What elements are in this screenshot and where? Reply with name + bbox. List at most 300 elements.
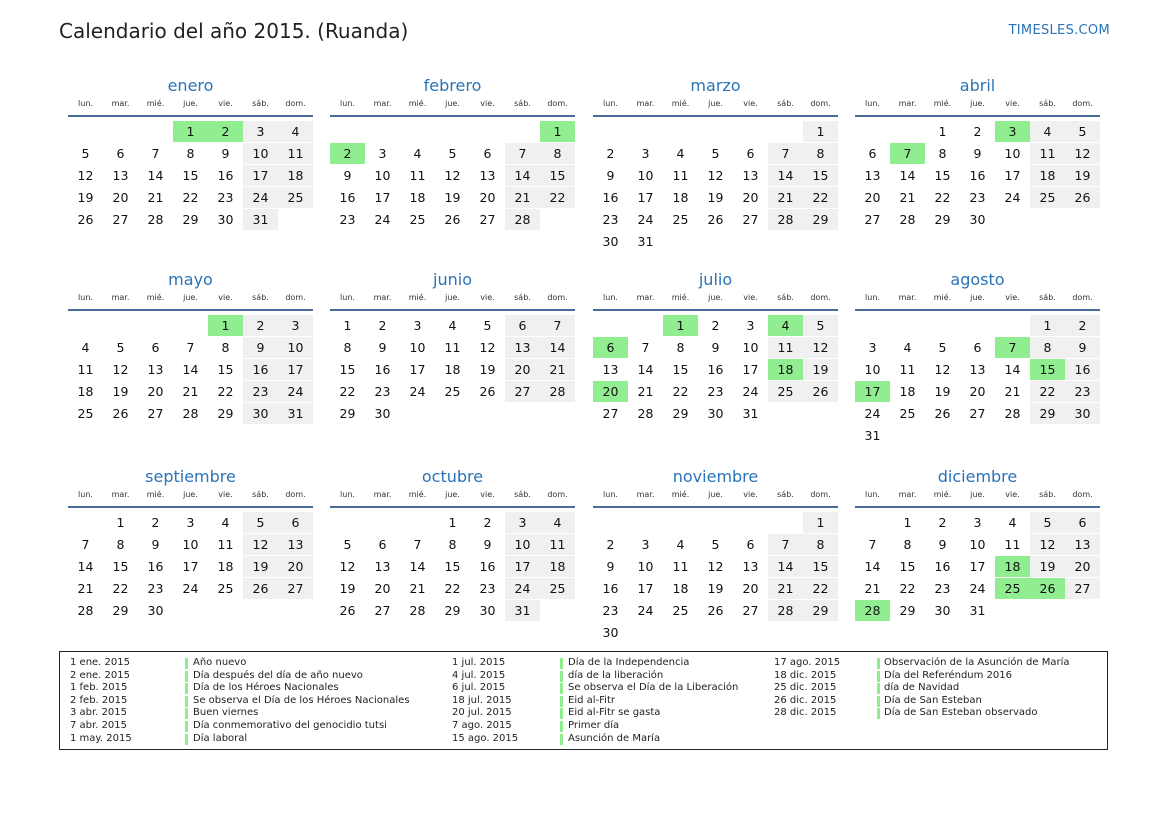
- day-cell: 8: [1030, 337, 1065, 358]
- day-cell: 25: [409, 212, 426, 227]
- day-cell: 24: [637, 603, 654, 618]
- weekday-header: sáb.: [1039, 293, 1056, 302]
- day-cell: 17: [1004, 168, 1021, 183]
- day-cell: 9: [221, 146, 230, 161]
- legend-date: 28 dic. 2015: [774, 707, 837, 719]
- day-cell: 10: [409, 340, 426, 355]
- day-cell: 3: [868, 340, 877, 355]
- legend-date: 1 feb. 2015: [70, 682, 128, 694]
- weekday-header: lun.: [78, 293, 93, 302]
- day-cell: 10: [637, 168, 654, 183]
- legend-holiday-name: Día conmemorativo del genocidio tutsi: [193, 720, 387, 731]
- site-link[interactable]: TIMESLES.COM: [1008, 23, 1110, 38]
- weekday-header: jue.: [970, 490, 985, 499]
- day-cell: 19: [112, 384, 129, 399]
- legend-holiday-name: Observación de la Asunción de María: [884, 657, 1070, 668]
- month-name: febrero: [423, 76, 482, 95]
- legend-holiday-name: Se observa el Día de los Héroes Nacionales: [193, 694, 410, 706]
- day-cell: 31: [278, 403, 313, 424]
- day-cell: 10: [182, 537, 199, 552]
- day-cell: 25: [899, 406, 916, 421]
- legend-marker: [185, 671, 188, 682]
- day-cell: 14: [637, 362, 654, 377]
- day-cell: 5: [938, 340, 947, 355]
- day-cell: 8: [676, 340, 685, 355]
- day-cell: 27: [742, 212, 759, 227]
- day-cell: 10: [637, 559, 654, 574]
- weekday-header: sáb.: [777, 99, 794, 108]
- day-cell: 20: [278, 556, 313, 577]
- day-cell: 13: [602, 362, 619, 377]
- day-cell: 16: [339, 190, 356, 205]
- day-cell: 7: [413, 537, 422, 552]
- day-cell: 2: [711, 318, 720, 333]
- weekday-header: lun.: [603, 99, 618, 108]
- day-cell: 5: [711, 537, 720, 552]
- day-cell: 30: [147, 603, 164, 618]
- day-cell: 21: [540, 359, 575, 380]
- day-cell: 19: [444, 190, 461, 205]
- legend-date: 6 jul. 2015: [452, 682, 506, 694]
- day-cell: 5: [243, 512, 278, 533]
- holiday-day-cell: 1: [208, 315, 243, 336]
- day-cell: 28: [768, 209, 803, 230]
- day-cell: 25: [672, 603, 689, 618]
- legend-holiday-name: Primer día: [568, 720, 620, 731]
- day-cell: 31: [742, 406, 759, 421]
- day-cell: 4: [676, 146, 685, 161]
- day-cell: 21: [637, 384, 654, 399]
- weekday-header: mié.: [933, 99, 952, 108]
- day-cell: 9: [243, 337, 278, 358]
- weekday-header: mié.: [933, 490, 952, 499]
- day-cell: 3: [186, 515, 195, 530]
- day-cell: 14: [147, 168, 164, 183]
- weekday-header: lun.: [340, 99, 355, 108]
- day-cell: 15: [672, 362, 689, 377]
- day-cell: 6: [278, 512, 313, 533]
- day-cell: 29: [444, 603, 461, 618]
- day-cell: 31: [864, 428, 881, 443]
- day-cell: 29: [217, 406, 234, 421]
- weekday-header: vie.: [480, 293, 495, 302]
- day-cell: 18: [444, 362, 461, 377]
- day-cell: 11: [672, 559, 689, 574]
- day-cell: 22: [803, 187, 838, 208]
- day-cell: 4: [278, 121, 313, 142]
- day-cell: 10: [864, 362, 881, 377]
- day-cell: 27: [112, 212, 129, 227]
- weekday-header: mar.: [636, 99, 655, 108]
- day-cell: 12: [444, 168, 461, 183]
- day-cell: 10: [374, 168, 391, 183]
- page-title: Calendario del año 2015. (Ruanda): [59, 19, 409, 43]
- month-name: agosto: [950, 270, 1005, 289]
- weekday-header: lun.: [603, 293, 618, 302]
- weekday-header: mar.: [373, 293, 392, 302]
- day-cell: 23: [217, 190, 234, 205]
- day-cell: 6: [973, 340, 982, 355]
- legend-date: 7 ago. 2015: [452, 720, 512, 731]
- holiday-day-cell: 7: [890, 143, 925, 164]
- day-cell: 5: [448, 146, 457, 161]
- day-cell: 15: [934, 168, 951, 183]
- legend-holiday-name: Buen viernes: [193, 707, 259, 719]
- day-cell: 19: [1030, 556, 1065, 577]
- day-cell: 12: [243, 534, 278, 555]
- day-cell: 22: [803, 578, 838, 599]
- day-cell: 11: [1004, 537, 1021, 552]
- day-cell: 23: [969, 190, 986, 205]
- legend-holiday-name: Día después del día de año nuevo: [193, 669, 363, 681]
- day-cell: 13: [742, 168, 759, 183]
- day-cell: 5: [1065, 121, 1100, 142]
- day-cell: 14: [77, 559, 94, 574]
- day-cell: 28: [899, 212, 916, 227]
- day-cell: 26: [707, 603, 724, 618]
- day-cell: 4: [540, 512, 575, 533]
- day-cell: 8: [221, 340, 230, 355]
- day-cell: 10: [969, 537, 986, 552]
- day-cell: 16: [217, 168, 234, 183]
- day-cell: 5: [711, 146, 720, 161]
- day-cell: 4: [81, 340, 90, 355]
- day-cell: 19: [479, 362, 496, 377]
- day-cell: 12: [803, 337, 838, 358]
- header-rule: [593, 506, 838, 508]
- weekday-header: lun.: [865, 99, 880, 108]
- day-cell: 3: [973, 515, 982, 530]
- day-cell: 24: [409, 384, 426, 399]
- day-cell: 28: [147, 212, 164, 227]
- day-cell: 24: [182, 581, 199, 596]
- weekday-header: mié.: [933, 293, 952, 302]
- day-cell: 5: [116, 340, 125, 355]
- weekday-header: dom.: [547, 490, 568, 499]
- day-cell: 17: [409, 362, 426, 377]
- holiday-day-cell: 28: [855, 600, 890, 621]
- day-cell: 2: [973, 124, 982, 139]
- day-cell: 13: [374, 559, 391, 574]
- legend-date: 7 abr. 2015: [70, 720, 128, 731]
- day-cell: 19: [77, 190, 94, 205]
- day-cell: 14: [505, 165, 540, 186]
- holiday-day-cell: 17: [855, 381, 890, 402]
- day-cell: 5: [81, 146, 90, 161]
- day-cell: 25: [278, 187, 313, 208]
- day-cell: 17: [742, 362, 759, 377]
- weekday-header: vie.: [1005, 99, 1020, 108]
- weekday-header: dom.: [1072, 99, 1093, 108]
- day-cell: 30: [1065, 403, 1100, 424]
- day-cell: 9: [606, 168, 615, 183]
- day-cell: 8: [803, 143, 838, 164]
- day-cell: 14: [540, 337, 575, 358]
- day-cell: 21: [147, 190, 164, 205]
- weekday-header: dom.: [810, 99, 831, 108]
- day-cell: 2: [483, 515, 492, 530]
- legend-holiday-name: día de la liberación: [568, 669, 664, 681]
- day-cell: 11: [672, 168, 689, 183]
- day-cell: 31: [969, 603, 986, 618]
- day-cell: 27: [602, 406, 619, 421]
- day-cell: 20: [742, 581, 759, 596]
- day-cell: 14: [768, 165, 803, 186]
- day-cell: 26: [112, 406, 129, 421]
- header-rule: [330, 506, 575, 508]
- day-cell: 8: [186, 146, 195, 161]
- day-cell: 22: [540, 187, 575, 208]
- day-cell: 16: [934, 559, 951, 574]
- holiday-day-cell: 2: [330, 143, 365, 164]
- day-cell: 11: [444, 340, 461, 355]
- weekday-header: sáb.: [514, 293, 531, 302]
- day-cell: 6: [151, 340, 160, 355]
- day-cell: 13: [278, 534, 313, 555]
- day-cell: 22: [444, 581, 461, 596]
- day-cell: 18: [1030, 165, 1065, 186]
- day-cell: 2: [243, 315, 278, 336]
- day-cell: 7: [768, 143, 803, 164]
- day-cell: 3: [413, 318, 422, 333]
- day-cell: 30: [934, 603, 951, 618]
- weekday-header: vie.: [1005, 293, 1020, 302]
- month-name: abril: [959, 76, 996, 95]
- day-cell: 24: [637, 212, 654, 227]
- day-cell: 26: [1065, 187, 1100, 208]
- weekday-header: dom.: [285, 99, 306, 108]
- day-cell: 28: [182, 406, 199, 421]
- day-cell: 24: [278, 381, 313, 402]
- day-cell: 22: [112, 581, 129, 596]
- day-cell: 26: [803, 381, 838, 402]
- day-cell: 12: [339, 559, 356, 574]
- day-cell: 20: [112, 190, 129, 205]
- legend-marker: [185, 721, 188, 732]
- legend-marker: [560, 708, 563, 719]
- day-cell: 27: [374, 603, 391, 618]
- day-cell: 23: [602, 603, 619, 618]
- day-cell: 23: [374, 384, 391, 399]
- day-cell: 3: [278, 315, 313, 336]
- day-cell: 20: [479, 190, 496, 205]
- day-cell: 23: [1065, 381, 1100, 402]
- day-cell: 6: [378, 537, 387, 552]
- day-cell: 17: [969, 559, 986, 574]
- day-cell: 6: [868, 146, 877, 161]
- day-cell: 13: [969, 362, 986, 377]
- day-cell: 8: [803, 534, 838, 555]
- weekday-header: sáb.: [514, 490, 531, 499]
- holiday-day-cell: 18: [995, 556, 1030, 577]
- day-cell: 1: [343, 318, 352, 333]
- day-cell: 15: [803, 165, 838, 186]
- day-cell: 1: [116, 515, 125, 530]
- day-cell: 8: [116, 537, 125, 552]
- day-cell: 11: [278, 143, 313, 164]
- month-name: diciembre: [937, 467, 1018, 486]
- day-cell: 28: [77, 603, 94, 618]
- weekday-header: mié.: [671, 293, 690, 302]
- legend-holiday-name: Año nuevo: [193, 657, 247, 668]
- weekday-header: vie.: [480, 99, 495, 108]
- day-cell: 23: [479, 581, 496, 596]
- day-cell: 25: [768, 381, 803, 402]
- day-cell: 4: [448, 318, 457, 333]
- day-cell: 26: [934, 406, 951, 421]
- weekday-header: jue.: [183, 99, 198, 108]
- day-cell: 16: [602, 190, 619, 205]
- day-cell: 23: [602, 212, 619, 227]
- day-cell: 2: [938, 515, 947, 530]
- day-cell: 16: [969, 168, 986, 183]
- legend-date: 1 jul. 2015: [452, 657, 506, 668]
- day-cell: 7: [505, 143, 540, 164]
- day-cell: 17: [182, 559, 199, 574]
- weekday-header: mar.: [898, 99, 917, 108]
- day-cell: 19: [1065, 165, 1100, 186]
- header-rule: [68, 309, 313, 311]
- weekday-header: jue.: [183, 293, 198, 302]
- day-cell: 18: [672, 190, 689, 205]
- day-cell: 30: [243, 403, 278, 424]
- day-cell: 19: [707, 581, 724, 596]
- day-cell: 14: [864, 559, 881, 574]
- day-cell: 21: [409, 581, 426, 596]
- day-cell: 28: [540, 381, 575, 402]
- header-rule: [68, 506, 313, 508]
- legend-date: 18 jul. 2015: [452, 694, 512, 706]
- day-cell: 29: [934, 212, 951, 227]
- day-cell: 14: [1004, 362, 1021, 377]
- day-cell: 22: [899, 581, 916, 596]
- holiday-day-cell: 2: [208, 121, 243, 142]
- weekday-header: mié.: [408, 293, 427, 302]
- day-cell: 13: [864, 168, 881, 183]
- day-cell: 9: [151, 537, 160, 552]
- day-cell: 20: [374, 581, 391, 596]
- weekday-header: dom.: [1072, 293, 1093, 302]
- day-cell: 29: [1030, 403, 1065, 424]
- day-cell: 12: [1065, 143, 1100, 164]
- day-cell: 7: [151, 146, 160, 161]
- day-cell: 16: [1065, 359, 1100, 380]
- legend-holiday-name: Día de los Héroes Nacionales: [193, 682, 339, 694]
- weekday-header: mar.: [898, 490, 917, 499]
- day-cell: 11: [409, 168, 426, 183]
- day-cell: 26: [707, 212, 724, 227]
- header-rule: [68, 115, 313, 117]
- day-cell: 8: [343, 340, 352, 355]
- legend-date: 25 dic. 2015: [774, 682, 837, 694]
- day-cell: 29: [803, 600, 838, 621]
- day-cell: 4: [676, 537, 685, 552]
- legend-marker: [560, 683, 563, 694]
- weekday-header: mié.: [146, 293, 165, 302]
- day-cell: 2: [378, 318, 387, 333]
- legend-holiday-name: Día de la Independencia: [568, 657, 690, 668]
- weekday-header: jue.: [183, 490, 198, 499]
- legend-holiday-name: Día laboral: [193, 732, 248, 744]
- weekday-header: dom.: [1072, 490, 1093, 499]
- legend-holiday-name: Asunción de María: [568, 732, 661, 744]
- day-cell: 11: [77, 362, 94, 377]
- header-rule: [330, 115, 575, 117]
- day-cell: 24: [374, 212, 391, 227]
- day-cell: 16: [147, 559, 164, 574]
- day-cell: 9: [711, 340, 720, 355]
- weekday-header: mar.: [373, 490, 392, 499]
- holiday-day-cell: 18: [768, 359, 803, 380]
- day-cell: 5: [343, 537, 352, 552]
- day-cell: 25: [1030, 187, 1065, 208]
- legend-date: 20 jul. 2015: [452, 707, 512, 719]
- day-cell: 1: [1030, 315, 1065, 336]
- legend-holiday-name: Se observa el Día de la Liberación: [568, 682, 739, 694]
- day-cell: 18: [217, 559, 234, 574]
- day-cell: 31: [637, 234, 654, 249]
- day-cell: 18: [540, 556, 575, 577]
- day-cell: 8: [938, 146, 947, 161]
- day-cell: 18: [278, 165, 313, 186]
- weekday-header: dom.: [285, 293, 306, 302]
- day-cell: 7: [768, 534, 803, 555]
- day-cell: 21: [768, 187, 803, 208]
- holiday-day-cell: 1: [173, 121, 208, 142]
- day-cell: 3: [378, 146, 387, 161]
- legend-holiday-name: día de Navidad: [884, 682, 960, 694]
- day-cell: 18: [77, 384, 94, 399]
- day-cell: 19: [339, 581, 356, 596]
- day-cell: 24: [505, 578, 540, 599]
- day-cell: 22: [934, 190, 951, 205]
- day-cell: 27: [1065, 578, 1100, 599]
- day-cell: 21: [768, 578, 803, 599]
- day-cell: 22: [672, 384, 689, 399]
- day-cell: 23: [147, 581, 164, 596]
- day-cell: 29: [803, 209, 838, 230]
- day-cell: 26: [243, 578, 278, 599]
- day-cell: 12: [934, 362, 951, 377]
- day-cell: 2: [606, 146, 615, 161]
- holiday-legend: [59, 651, 1108, 750]
- day-cell: 4: [1008, 515, 1017, 530]
- day-cell: 4: [413, 146, 422, 161]
- day-cell: 3: [641, 146, 650, 161]
- weekday-header: mié.: [671, 490, 690, 499]
- weekday-header: vie.: [218, 99, 233, 108]
- day-cell: 28: [768, 600, 803, 621]
- day-cell: 15: [182, 168, 199, 183]
- day-cell: 1: [903, 515, 912, 530]
- day-cell: 7: [641, 340, 650, 355]
- day-cell: 9: [343, 168, 352, 183]
- day-cell: 16: [479, 559, 496, 574]
- day-cell: 12: [1030, 534, 1065, 555]
- weekday-header: dom.: [547, 293, 568, 302]
- day-cell: 8: [903, 537, 912, 552]
- day-cell: 2: [151, 515, 160, 530]
- day-cell: 18: [899, 384, 916, 399]
- weekday-header: jue.: [708, 490, 723, 499]
- weekday-header: dom.: [285, 490, 306, 499]
- month-name: septiembre: [145, 467, 236, 486]
- day-cell: 29: [182, 212, 199, 227]
- legend-marker: [560, 658, 563, 669]
- day-cell: 29: [899, 603, 916, 618]
- day-cell: 21: [505, 187, 540, 208]
- holiday-day-cell: 20: [593, 381, 628, 402]
